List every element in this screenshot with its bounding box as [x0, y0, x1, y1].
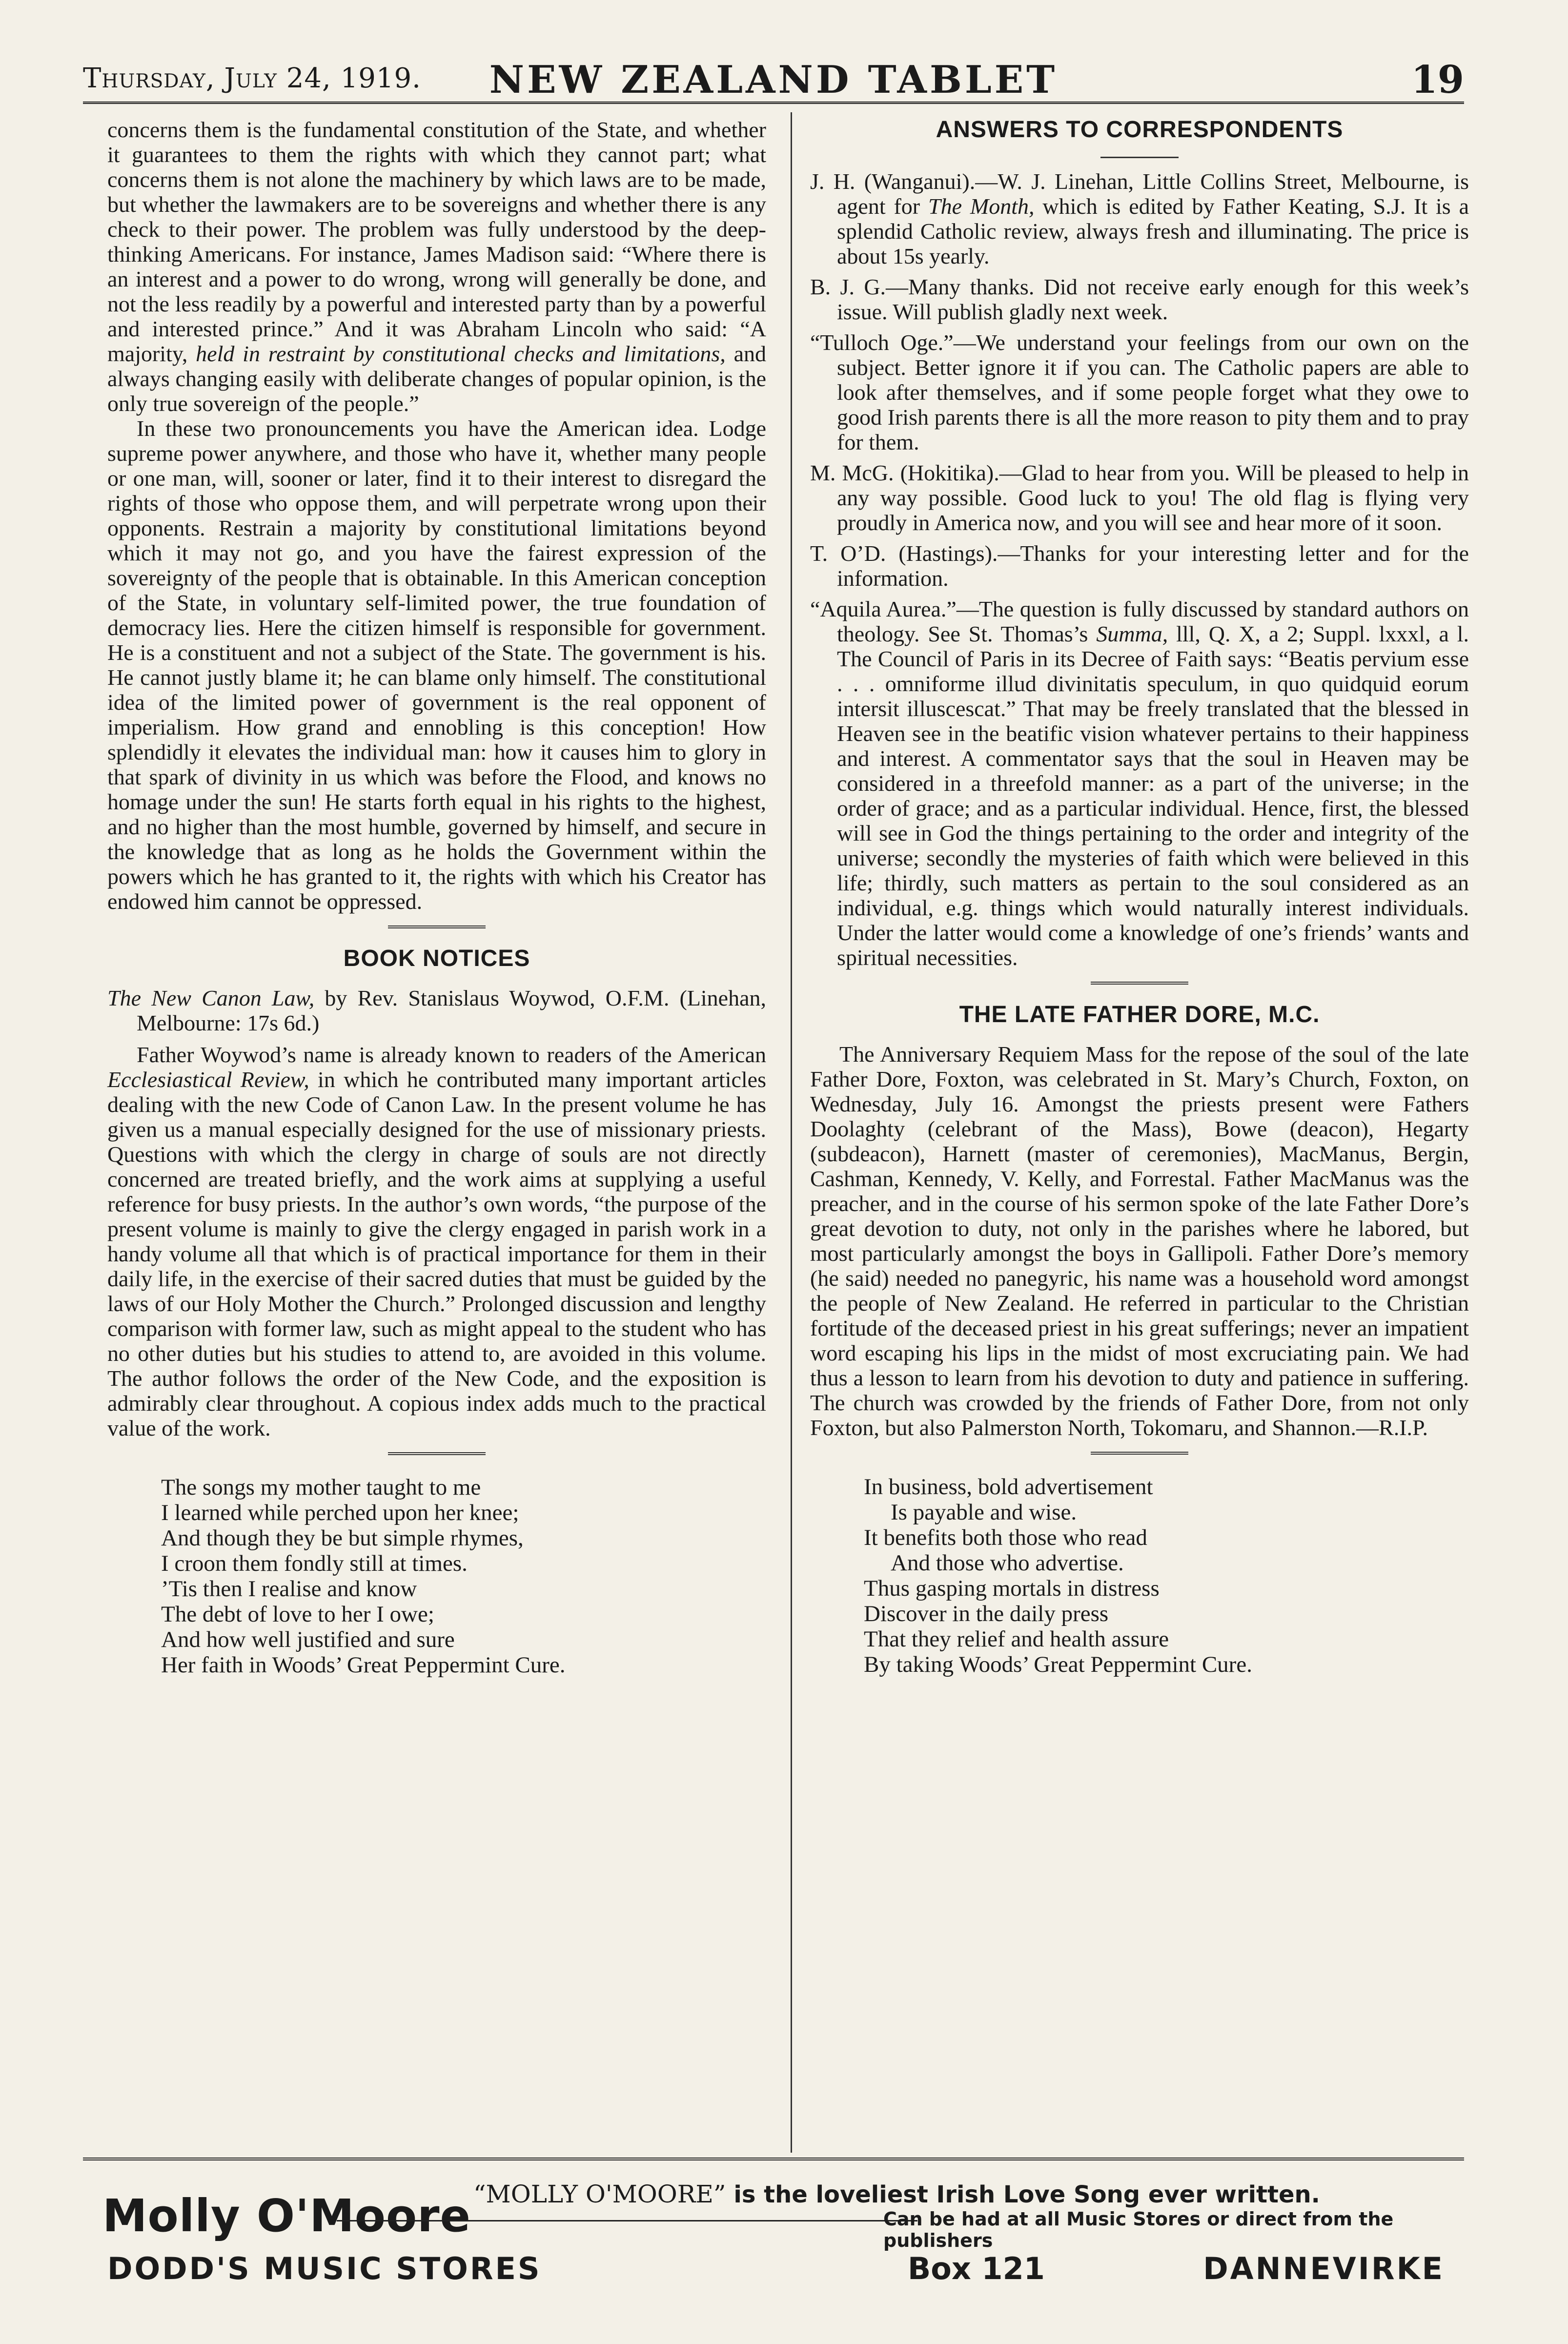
poem-line: In business, bold advertisement: [864, 1474, 1153, 1500]
answer-item: “Aquila Aurea.”—The question is fully discussed by standard authors on theology. See St. Thomas’s Summa, lll, Q. X, a 2; Suppl. lxxxl, a l. The Council of Paris in its Decree of Faith says: “Beatis pervium esse . . . omniforme illud divinitatis speculum, in quo quidquid eorum intersit illuscescat.” That may be freely translated that the blessed in Heaven see in the beatific vision whatever pertains to their happiness and interest. A commentator says that the soul in Heaven may be considered in a threefold manner: as a part of the universe; in the order of grace; and as a particular individual. Hence, first, the blessed will see in God the things pertaining to the order and integrity of the universe; secondly the mysteries of faith which were believed in this life; thirdly, such matters as pertain to the soul considered as an individual, e.g. things which would naturally interest individuals. Under the latter would come a knowledge of one’s friends’ wants and spiritual necessities.: [810, 596, 1469, 970]
poem-line: ’Tis then I realise and know: [161, 1576, 417, 1602]
poem-line: I croon them fondly still at times.: [161, 1551, 468, 1576]
heading-rule: [1100, 157, 1179, 158]
poem-line: And how well justified and sure: [161, 1627, 455, 1652]
right-column: [810, 117, 1469, 1677]
poem-line: I learned while perched upon her knee;: [161, 1500, 519, 1525]
store-town: DANNEVIRKE: [1203, 2251, 1445, 2286]
book-review-paragraph: Father Woywod’s name is already known to readers of the American Ecclesiastical Review, in which he contributed many important articles dealing with the new Code of Canon Law. In the present volume he has given us a manual especially designed for the use of missionary priests. Questions with which the clergy in charge of souls are not directly concerned are treated briefly, and the work aims at supplying a useful reference for busy priests. In the author’s own words, “the purpose of the present volume is mainly to give the clergy engaged in parish work in a handy volume all that which is of practical importance for them in their daily life, in the exercise of their sacred duties that must be guided by the laws of our Holy Mother the Church.” Prolonged discussion and lengthy comparison with former law, such as might appeal to the student who has no other duties but his studies to attend to, are avoided in this volume. The author follows the order of the New Code, and the exposition is admirably clear throughout. A copious index adds much to the practical value of the work.: [107, 1042, 766, 1440]
answers-heading: ANSWERS TO CORRESPONDENTS: [936, 117, 1344, 143]
poem-line: And those who advertise.: [891, 1550, 1124, 1576]
poem-line: And though they be but simple rhymes,: [161, 1525, 524, 1551]
issue-date: Thursday, July 24, 1919.: [83, 62, 421, 94]
answer-item: M. McG. (Hokitika).—Glad to hear from you. Will be pleased to help in any way possible. Good luck to you! The old flag is flying very proudly in America now, and you will see and hear more of it soon.: [810, 460, 1469, 535]
answer-item: T. O’D. (Hastings).—Thanks for your interesting letter and for the information.: [810, 541, 1469, 591]
answers-list: [810, 169, 1469, 970]
poem-mother: [161, 1475, 766, 1678]
section-rule: [1091, 1452, 1188, 1455]
po-box: Box 121: [908, 2251, 1045, 2286]
store-name: DODD'S MUSIC STORES: [107, 2251, 542, 2286]
poem-line: Thus gasping mortals in distress: [864, 1576, 1160, 1601]
poem-line: The songs my mother taught to me: [161, 1475, 481, 1500]
answer-item: J. H. (Wanganui).—W. J. Linehan, Little Collins Street, Melbourne, is agent for The Month, which is edited by Father Keating, S.J. It is a splendid Catholic review, always fresh and illuminating. The price is about 15s yearly.: [810, 169, 1469, 268]
masthead-title: NEW ZEALAND TABLET: [489, 58, 1058, 102]
article-paragraph: concerns them is the fundamental constitution of the State, and whether it guarantees to them the rights with which they cannot part; what concerns them is not alone the machinery by which laws are to be made, but whether the lawmakers are to be sovereigns and whether there is any check to their power. The problem was fully understood by the deep-thinking Americans. For instance, James Madison said: “Where there is an interest and a power to do wrong, wrong will generally be done, and not the less readily by a powerful and interested party than by a powerful and interested prince.” And it was Abraham Lincoln who said: “A majority, held in restraint by constitutional checks and limitations, and always changing easily with deliberate changes of popular opinion, is the only true sovereign of the people.”: [107, 117, 766, 416]
ad-availability: Can be had at all Music Stores or direct from the publishers: [883, 2208, 1394, 2251]
section-rule: [1091, 982, 1188, 985]
poem-line: It benefits both those who read: [864, 1525, 1147, 1550]
section-rule: [388, 1452, 486, 1455]
left-column: [107, 117, 766, 1678]
page-header: [83, 58, 1464, 104]
advertisement-footer: [83, 2158, 1464, 2307]
page-number: 19: [1411, 58, 1464, 102]
poem-line: By taking Woods’ Great Peppermint Cure.: [864, 1652, 1252, 1677]
ad-tagline: “MOLLY O'MOORE” is the loveliest Irish Love Song ever written.: [473, 2180, 1320, 2208]
father-dore-heading: THE LATE FATHER DORE, M.C.: [959, 1002, 1320, 1028]
book-notices-heading: BOOK NOTICES: [343, 946, 530, 971]
poem-line: That they relief and health assure: [864, 1626, 1169, 1652]
song-title-brand: Molly O'Moore: [102, 2190, 471, 2242]
section-rule: [388, 925, 486, 928]
answer-item: “Tulloch Oge.”—We understand your feelings from our own on the subject. Better ignore it if you can. The Catholic papers are able to look after themselves, and if some people forget what they owe to good Irish parents there is all the more reason to pity them and to pray for them.: [810, 330, 1469, 454]
column-divider: [791, 112, 792, 2153]
poem-line: Is payable and wise.: [891, 1500, 1077, 1525]
article-paragraph: In these two pronouncements you have the American idea. Lodge supreme power anywhere, and those who have it, whether many people or one man, will, sooner or later, find it to their interest to disregard the rights of those who oppose them, and will perpetrate wrong upon their opponents. Restrain a majority by constitutional limitations beyond which it may not go, and you have the fairest expression of the sovereignty of the people that is obtainable. In this American conception of the State, in voluntary self-limited power, the true foundation of democracy lies. Here the citizen himself is responsible for government. He is a constituent and not a subject of the State. The government is his. He cannot justly blame it; he can blame only himself. The constitutional idea of the limited power of government is the real opponent of imperialism. How grand and ennobling is this conception! How splendidly it elevates the individual man: how it causes him to glory in that spark of divinity in us which was before the Flood, and knows no homage under the sun! He starts forth equal in his rights to the highest, and no higher than the most humble, governed by himself, and secure in the knowledge that as long as he holds the Government within the powers which he has granted to it, the rights with which his Creator has endowed him cannot be oppressed.: [107, 416, 766, 914]
poem-advertisement: [864, 1474, 1469, 1677]
poem-line: Her faith in Woods’ Great Peppermint Cure.: [161, 1652, 566, 1678]
poem-line: The debt of love to her I owe;: [161, 1602, 434, 1627]
ad-underline: [337, 2220, 917, 2221]
book-citation: The New Canon Law, by Rev. Stanislaus Woywod, O.F.M. (Linehan, Melbourne: 17s 6d.): [107, 986, 767, 1035]
answer-item: B. J. G.—Many thanks. Did not receive early enough for this week’s issue. Will publish gladly next week.: [810, 274, 1469, 324]
poem-line: Discover in the daily press: [864, 1601, 1109, 1626]
father-dore-paragraph: The Anniversary Requiem Mass for the repose of the soul of the late Father Dore, Foxton, was celebrated in St. Mary’s Church, Foxton, on Wednesday, July 16. Amongst the priests present were Fathers Doolaghty (celebrant of the Mass), Bowe (deacon), Hegarty (subdeacon), Harnett (master of ceremonies), MacManus, Bergin, Cashman, Kennedy, V. Kelly, and Forrestal. Father MacManus was the preacher, and in the course of his sermon spoke of the late Father Dore’s great devotion to duty, not only in the parishes where he labored, but most particularly amongst the boys in Gallipoli. Father Dore’s memory (he said) needed no panegyric, his name was a household word amongst the people of New Zealand. He referred in particular to the Christian fortitude of the deceased priest in his great sufferings; never an impatient word escaping his lips in the midst of most excruciating pain. We had thus a lesson to learn from his devotion to duty and patience in suffering. The church was crowded by the friends of Father Dore, from not only Foxton, but also Palmerston North, Tokomaru, and Shannon.—R.I.P.: [810, 1042, 1469, 1440]
